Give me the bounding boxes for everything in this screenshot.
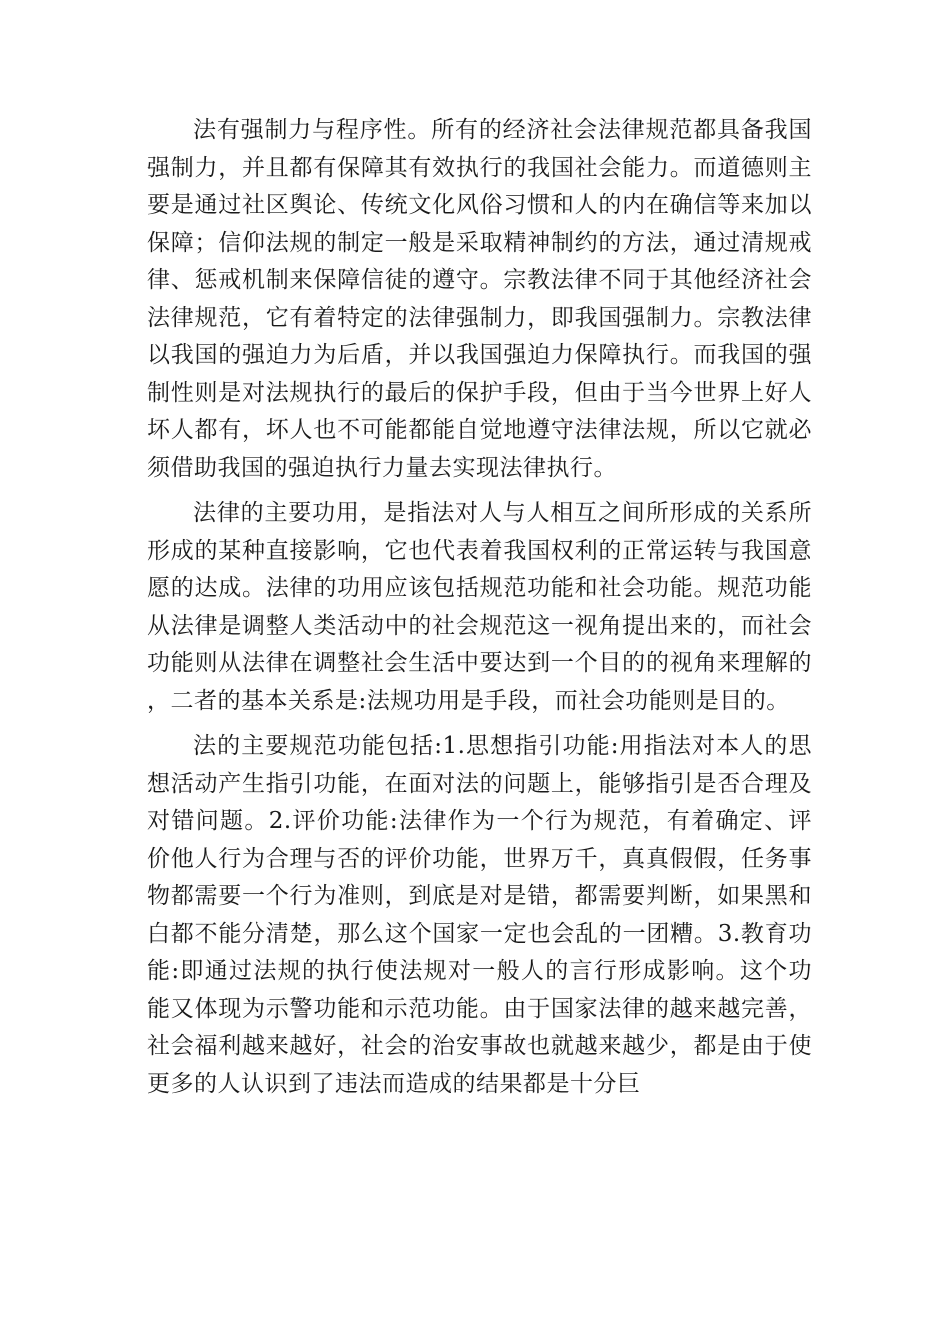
paragraph-normative-functions: 法的主要规范功能包括:1.思想指引功能:用指法对本人的思想活动产生指引功能，在面对法的问题上，能够指引是否合理及对错问题。2.评价功能:法律作为一个行为规范，有着确定、评价他人行为合理与否的评价功能，世界万千，真真假假，任务事物都需要一个行为准则，到底是对是错，都需要判断，如果黑和白都不能分清楚，那么这个国家一定也会乱的一团糟。3.教育功能:即通过法规的执行使法规对一般人的言行形成影响。这个功能又体现为示警功能和示范功能。由于国家法律的越来越完善，社会福利越来越好，社会的治安事故也就越来越少，都是由于使更多的人认识到了违法而造成的结果都是十分巨 — [147, 733, 812, 1097]
document-body — [147, 112, 812, 1103]
paragraph-law-function: 法律的主要功用，是指法对人与人相互之间所形成的关系所形成的某种直接影响，它也代表着我国权利的正常运转与我国意愿的达成。法律的功用应该包括规范功能和社会功能。规范功能从法律是调整人类活动中的社会规范这一视角提出来的，而社会功能则从法律在调整社会生活中要达到一个目的的视角来理解的，二者的基本关系是:法规功用是手段，而社会功能则是目的。 — [147, 500, 812, 714]
paragraph-coercive-force: 法有强制力与程序性。所有的经济社会法律规范都具备我国强制力，并且都有保障其有效执行的我国社会能力。而道德则主要是通过社区舆论、传统文化风俗习惯和人的内在确信等来加以保障；信仰法规的制定一般是采取精神制约的方法，通过清规戒律、惩戒机制来保障信徒的遵守。宗教法律不同于其他经济社会法律规范，它有着特定的法律强制力，即我国强制力。宗教法律以我国的强迫力为后盾，并以我国强迫力保障执行。而我国的强制性则是对法规执行的最后的保护手段，但由于当今世界上好人坏人都有，坏人也不可能都能自觉地遵守法律法规，所以它就必须借助我国的强迫执行力量去实现法律执行。 — [147, 117, 812, 481]
